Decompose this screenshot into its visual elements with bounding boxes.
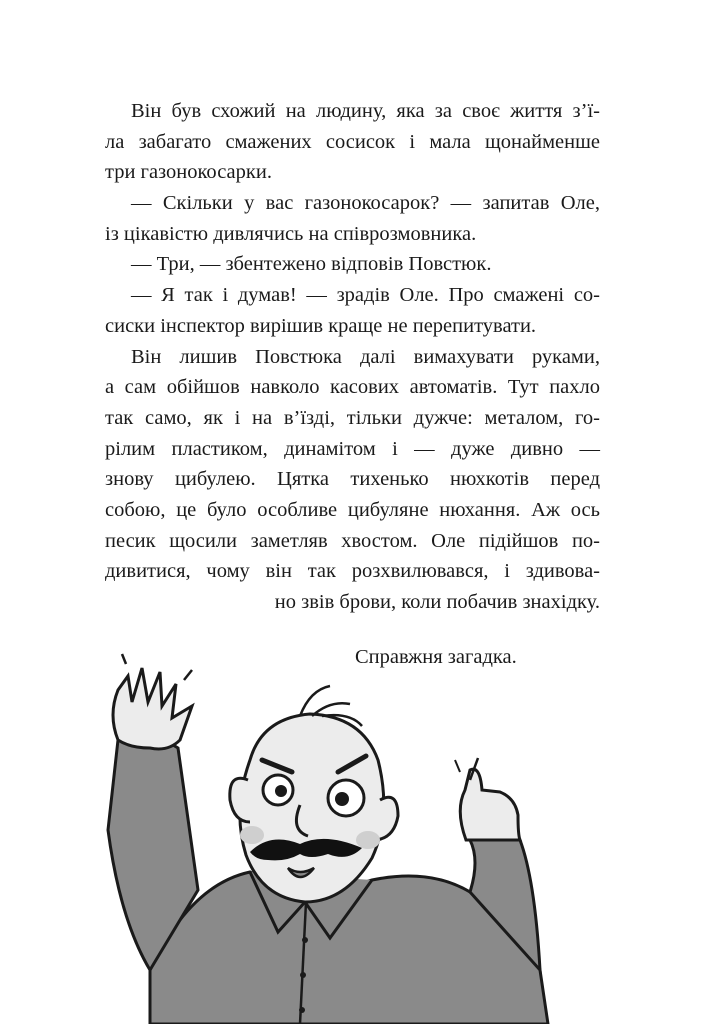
body-text <box>105 96 600 618</box>
text-line: Він був схожий на людину, яка за своє життя з’ї- <box>131 100 600 122</box>
text-line: рілим пластиком, динамітом і — дуже дивно — <box>105 437 600 460</box>
text-line: — Я так і думав! — зрадів Оле. Про смажені со- <box>131 284 600 307</box>
chapter-ending: Справжня загадка. <box>355 646 517 668</box>
illustration-man <box>0 640 725 1024</box>
text-line: так само, як і на в’їзді, тільки дужче: металом, го- <box>105 406 600 429</box>
text-line: а сам обійшов навколо касових автоматів. Тут пахло <box>105 376 600 399</box>
text-line: Він лишив Повстюка далі вимахувати руками, <box>131 345 600 368</box>
text-line: песик щосили заметляв хвостом. Оле підійшов по- <box>105 529 600 552</box>
text-line: три газонокосарки. <box>105 161 272 184</box>
right-hand <box>460 769 520 840</box>
text-line: знову цибулею. Цятка тихенько нюхкотів перед <box>105 468 600 491</box>
text-line: собою, це було особливе цибуляне нюхання. Аж ось <box>105 498 600 521</box>
text-line: — Три, — збентежено відповів Повстюк. <box>131 253 492 276</box>
text-line: ла забагато смажених сосисок і мала щонайменше <box>105 130 600 153</box>
left-hand <box>113 668 192 749</box>
text-line: дивитися, чому він так розхвилювався, і здивова- <box>105 560 600 583</box>
text-line: сиски інспектор вирішив краще не перепитувати. <box>105 314 537 337</box>
text-line: — Скільки у вас газонокосарок? — запитав Оле, <box>131 192 600 215</box>
text-line: із цікавістю дивлячись на співрозмовника. <box>105 222 477 245</box>
text-line: но звів брови, коли побачив знахідку. <box>274 591 600 613</box>
